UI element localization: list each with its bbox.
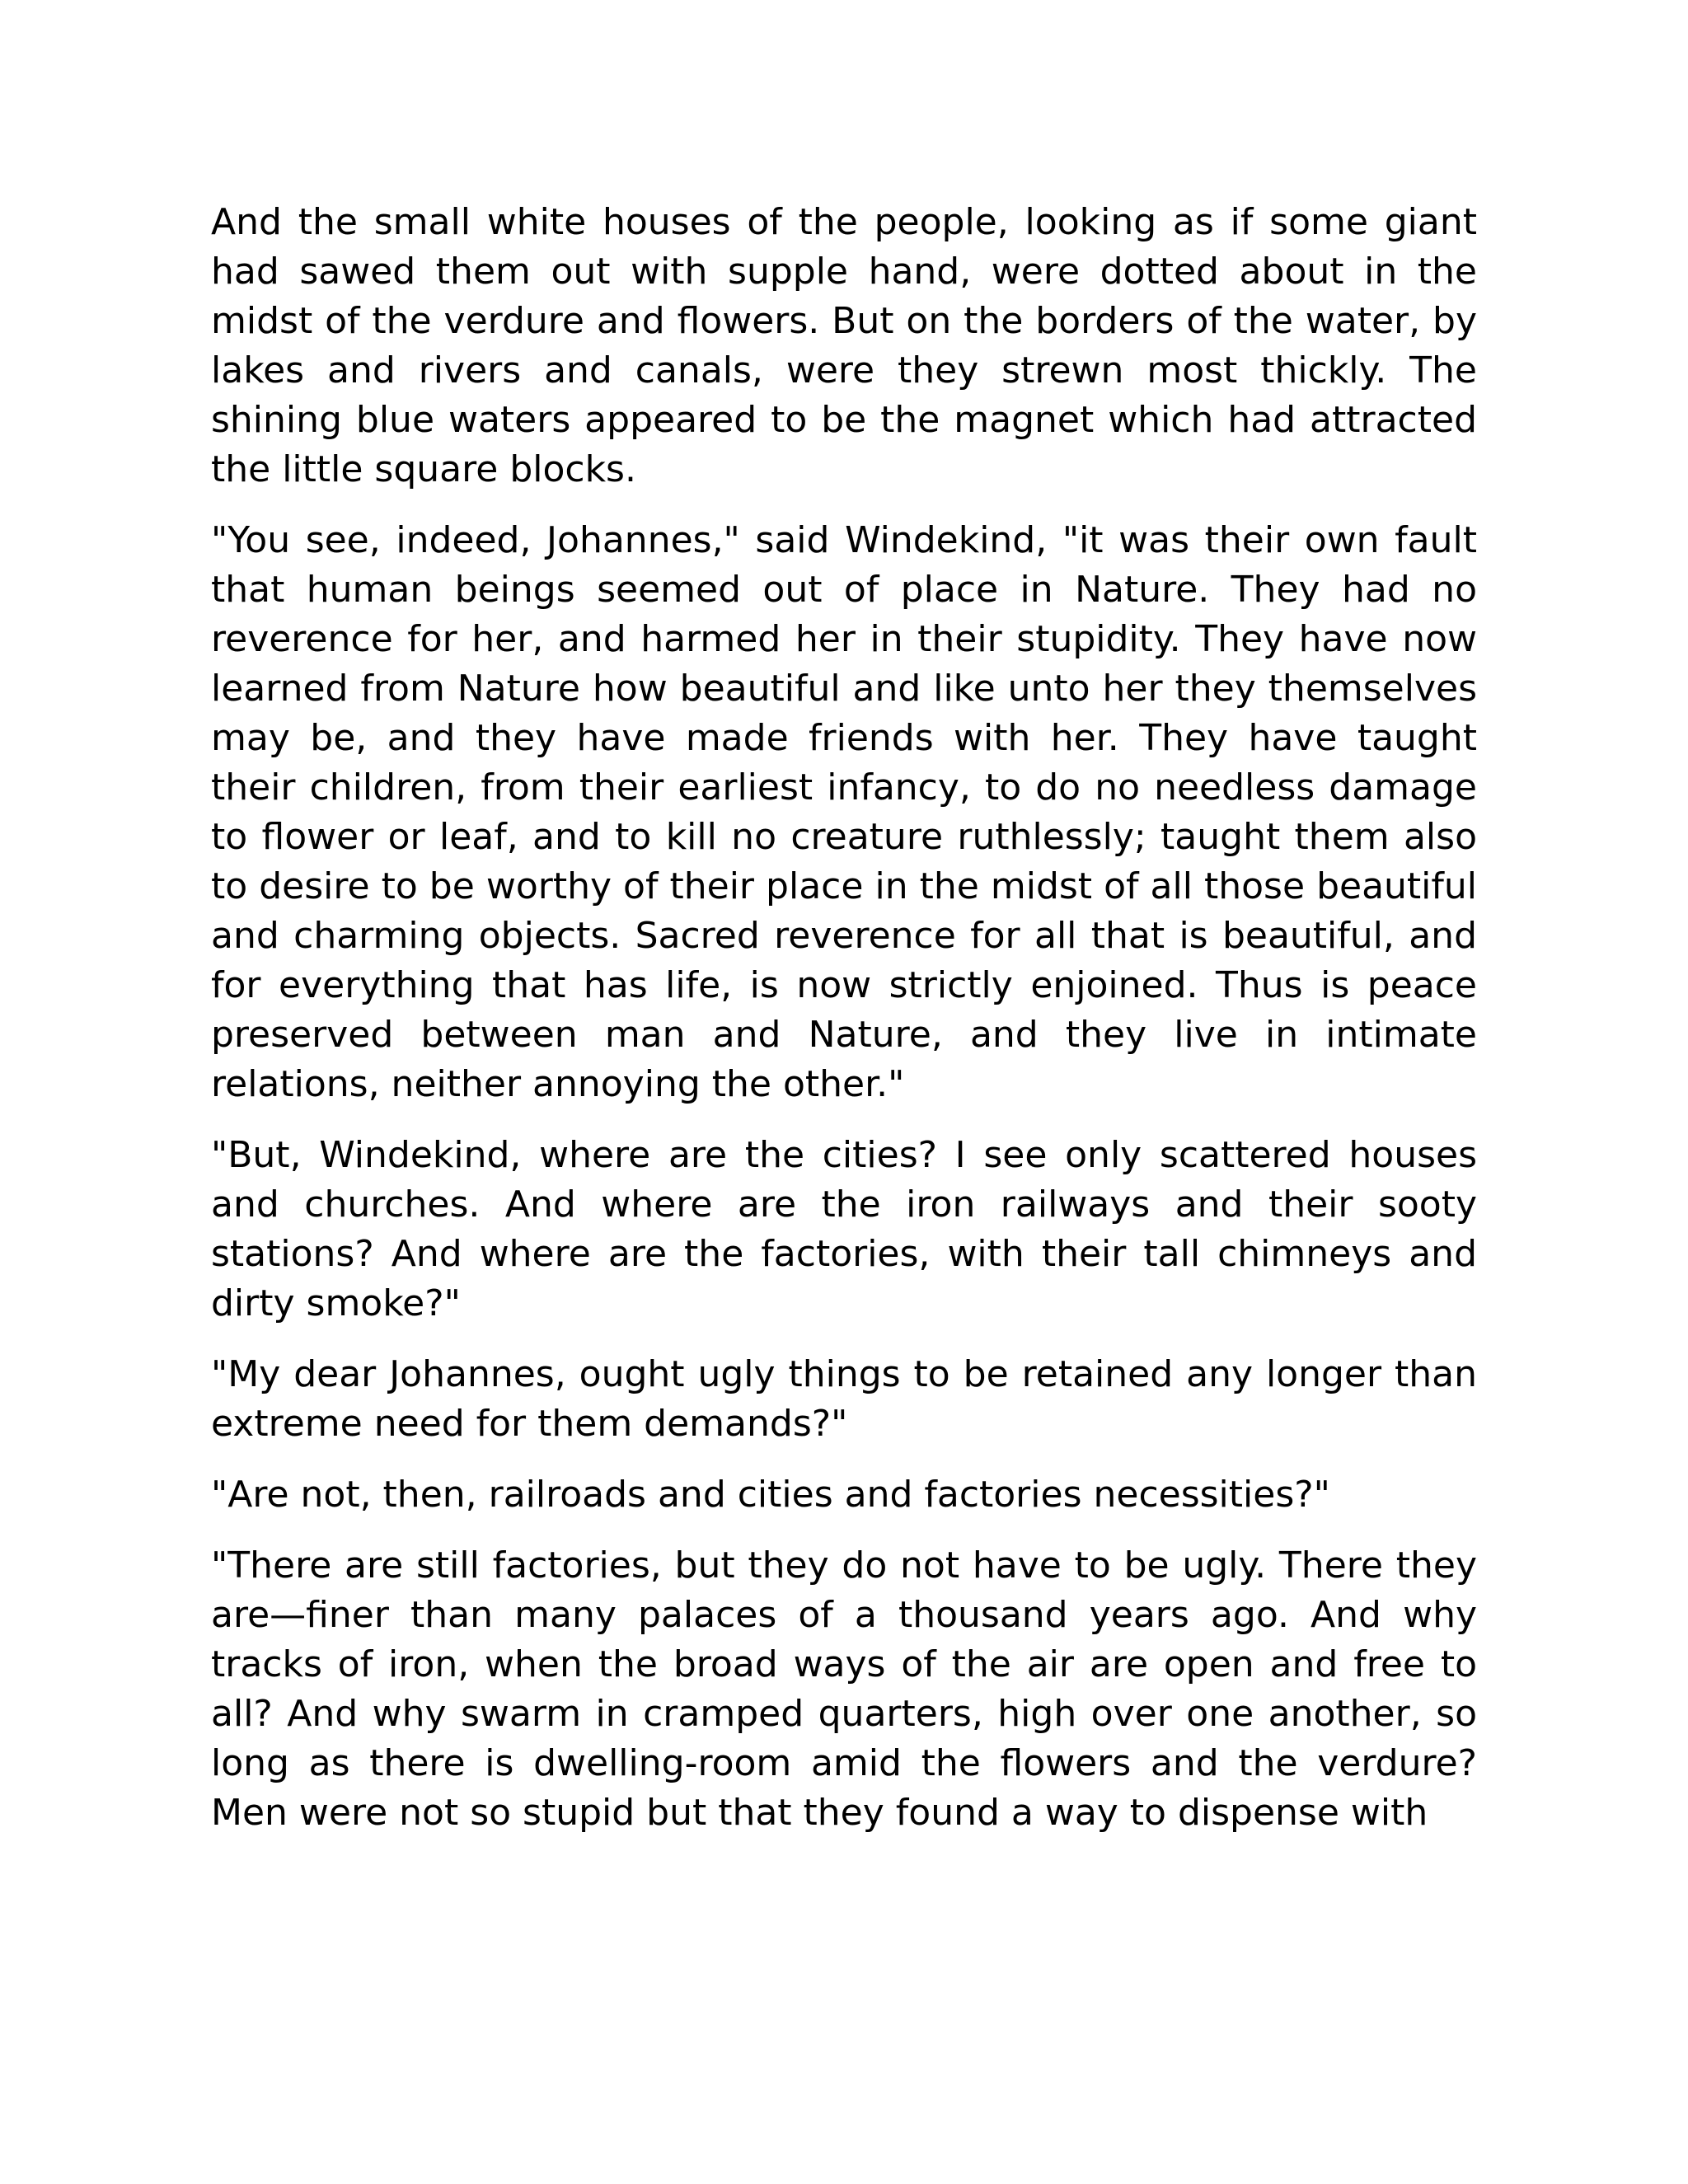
paragraph-ugly-things: "My dear Johannes, ought ugly things to be retained any longer than extreme need for them demands?" — [211, 1353, 1477, 1445]
paragraph-houses: And the small white houses of the people, looking as if some giant had sawed them out with supple hand, were dotted about in the midst of the verdure and flowers. But on the borders of the water, by lakes and rivers and canals, were they strewn most thickly. The shining blue waters appeared to be the magnet which had attracted the little square blocks. — [211, 201, 1477, 490]
paragraph-windekind-reverence: "You see, indeed, Johannes," said Windekind, "it was their own fault that human beings seemed out of place in Nature. They had no reverence for her, and harmed her in their stupidity. They have now learned from Nature how beautiful and like unto her they themselves may be, and they have made friends with her. They have taught their children, from their earliest infancy, to do no needless damage to flower or leaf, and to kill no creature ruthlessly; taught them also to desire to be worthy of their place in the midst of all those beautiful and charming objects. Sacred reverence for all that is beautiful, and for everything that has life, is now strictly enjoined. Thus is peace preserved between man and Nature, and they live in intimate relations, neither annoying the other." — [211, 519, 1477, 1105]
body-text — [211, 198, 1477, 1859]
paragraph-cities-question: "But, Windekind, where are the cities? I see only scattered houses and churches. And where are the iron railways and their sooty stations? And where are the factories, with their tall chimneys and dirty smoke?" — [211, 1134, 1477, 1324]
paragraph-factories: "There are still factories, but they do not have to be ugly. There they are—finer than many palaces of a thousand years ago. And why tracks of iron, when the broad ways of the air are open and free to all? And why swarm in cramped quarters, high over one another, so long as there is dwelling-room amid the flowers and the verdure? Men were not so stupid but that they found a way to dispense with — [211, 1544, 1477, 1834]
paragraph-necessities: "Are not, then, railroads and cities and factories necessities?" — [211, 1474, 1330, 1516]
